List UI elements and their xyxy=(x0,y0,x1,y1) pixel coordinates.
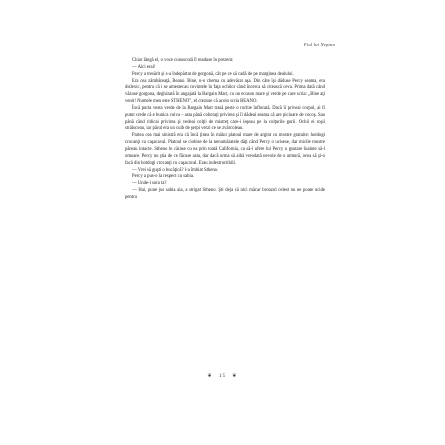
paragraph: Era cea zâmbăreaţă, Beano. Bine, n-o chema cu adevărat aşa. Din câte îşi dăduse Percy seama, era dislexic, pentru că i se amestecau cuvintele în faţa ochilor când încerca să citească ceva. Prima dată când văzuse gorgona, deghizată în angajată la Bargain Mart, cu un ecuson mare şi verde pe care scria: „Bine aţi venit! Numele meu este STHENO”, el crezuse că acolo scria BEANO. xyxy=(125,78,325,105)
folio-ornament-left: ❦ xyxy=(207,374,213,379)
running-head: Fiul lui Neptun xyxy=(303,42,335,47)
paragraph: Percy a tresărit şi s-a îndepărtat de gorgonă, cât pe ce să cadă de pe marginea dealului. xyxy=(132,71,294,77)
folio-ornament-right: ❦ xyxy=(232,374,238,379)
page-folio xyxy=(0,373,445,379)
paragraph: Percy a pus-o la respect cu sabia. xyxy=(132,174,195,180)
paragraph: — Vrei să guşti o bucăţică? l-a îmbiat Stheno. xyxy=(132,167,219,173)
paragraph: — Hai, pune jos sabia aia, a strigat Stheno. Şti deja că nici măcar bronzul celest nu ne poate ucide pentru xyxy=(125,188,325,200)
paragraph: Încă purta vesta verde de la Bargain Mart trasă peste o rochie înflorată. Dacă îi priveai corpul, ai fi putut crede că e bunica cuiva – asta până coboraţi privirea şi îi dădeai seama că are picioare de cocoş. Sau până când ridicai privirea şi vedeai colţii de mistreţ care-i ieşeau pe la colţurile gurii. Ochii ei roşii străluceau, iar părul era un cuib de şerpi verzi ce se zvârcoleau. xyxy=(125,105,325,132)
page-number: 15 xyxy=(219,374,226,379)
body-text xyxy=(125,58,325,202)
paragraph: Partea cea mai sinistră era că încă ţinea în mâini platoul mare de argint cu mostre gratuite: hotdogi crocanţi cu caşacaval. Platoul se ciobise de la nenumăratele dăţi când Percy o ucisese, dar micile mostre păreau intacte. Stheno le cărase cu ea prin toată California, ca să-i ofere lui Percy o gustare înainte să-l omoare. Percy nu ştia de ce făcuse asta, dar dacă urma să aibă vreodată nevoie de o armură, avea să şi-o facă din hotdogi crocanţi cu caşacaval. Erau indestructibili. xyxy=(125,133,325,166)
paragraph: — Aici erai! xyxy=(132,64,156,70)
paragraph: Chiar lângă el, o voce cunoscută îl readuse în prezent: xyxy=(132,58,234,63)
paragraph: — Unde-i sora ta? xyxy=(132,181,167,187)
